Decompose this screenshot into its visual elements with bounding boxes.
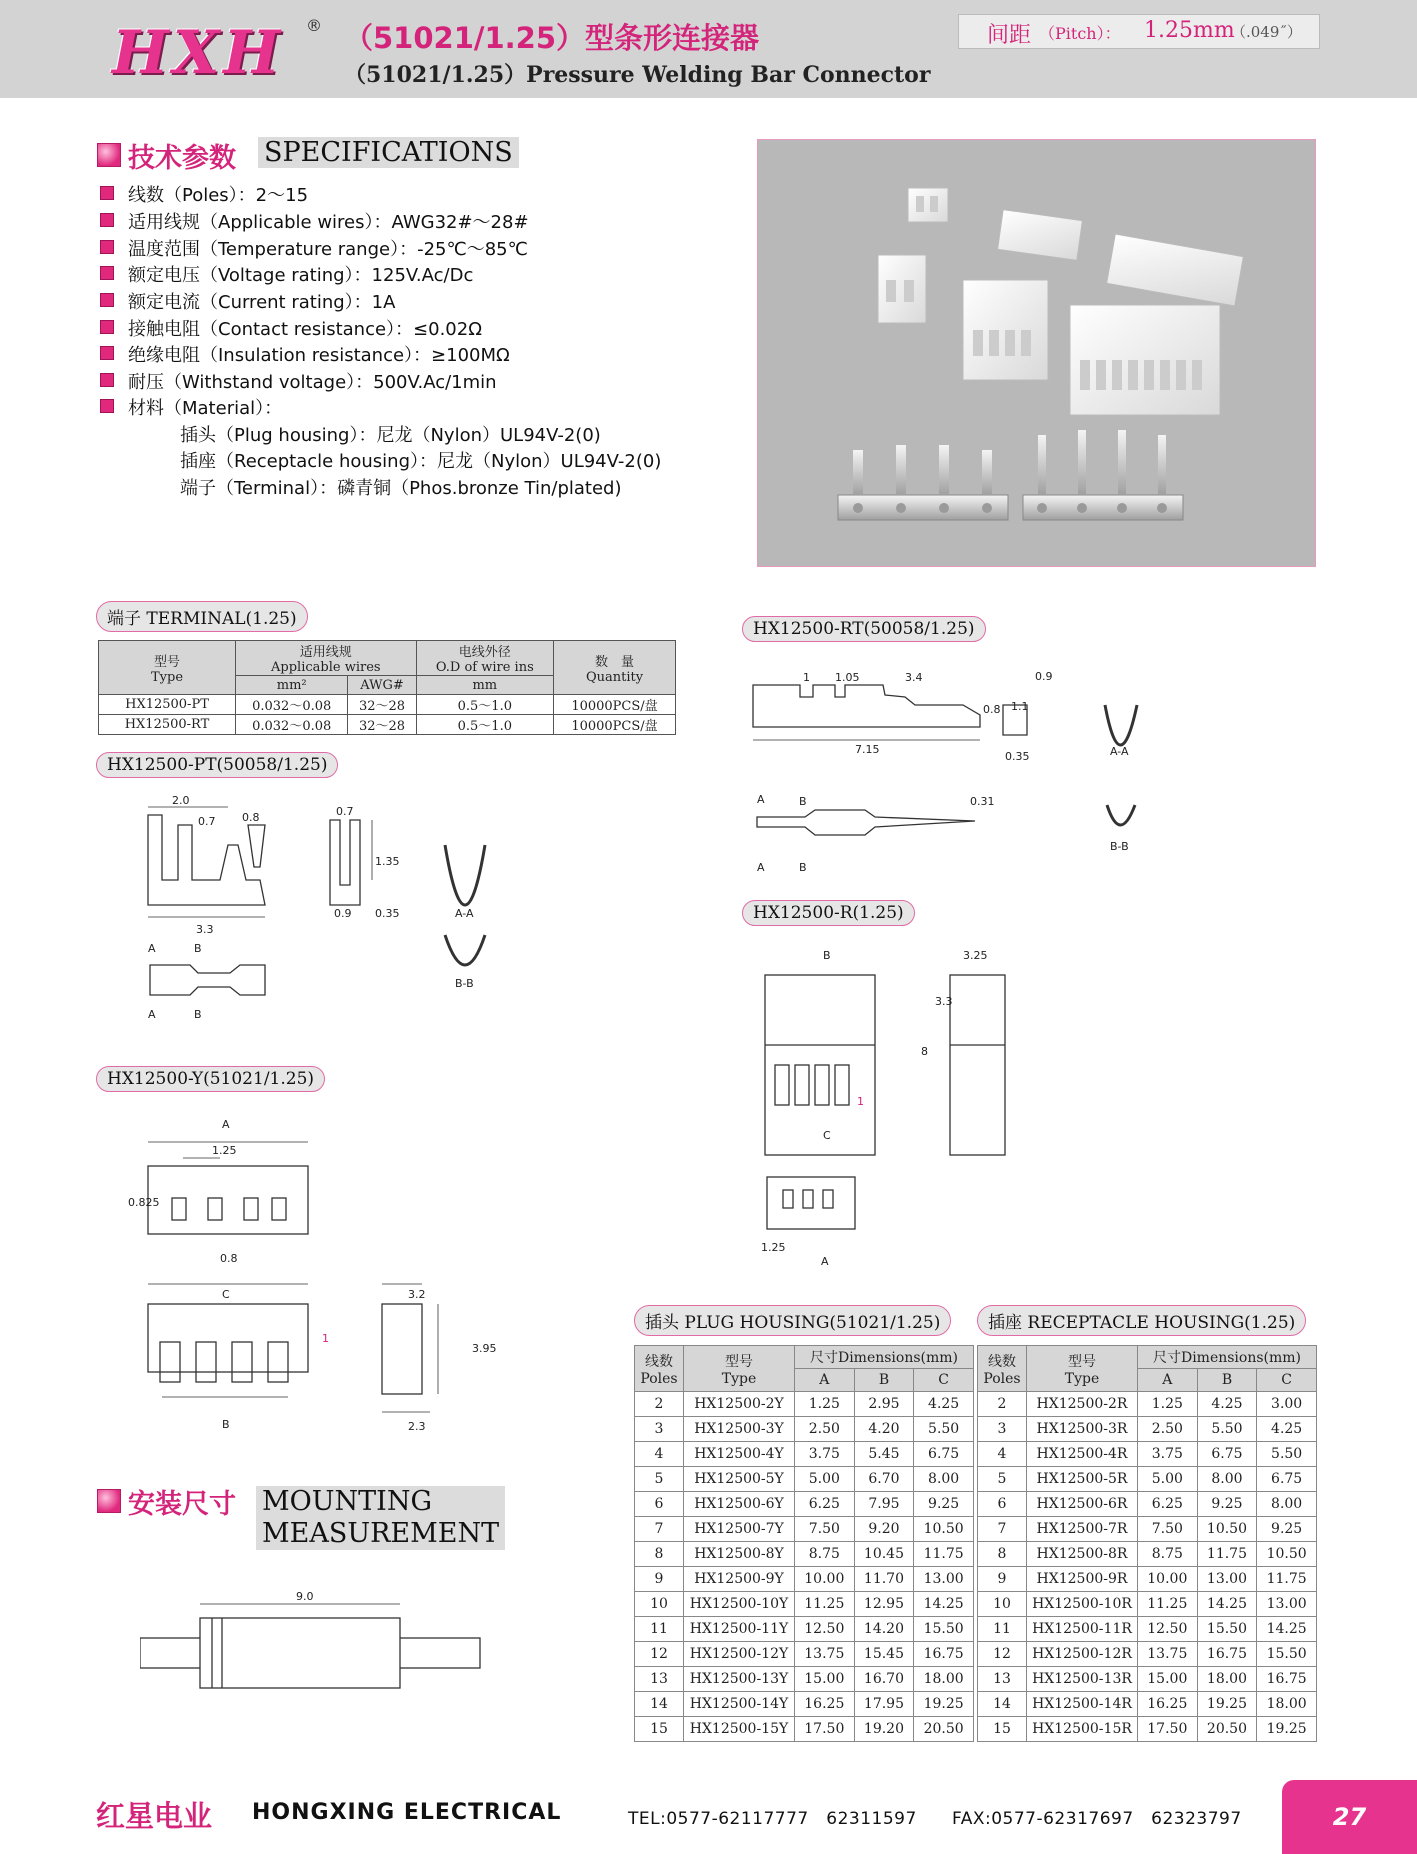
- svg-text:0.7: 0.7: [336, 805, 354, 818]
- table-row: [978, 1667, 1317, 1692]
- table-cell: 11.75: [914, 1542, 974, 1567]
- svg-text:1: 1: [857, 1095, 864, 1108]
- table-cell: 13.75: [795, 1642, 855, 1667]
- svg-text:7.15: 7.15: [855, 743, 880, 756]
- table-row: [635, 1717, 974, 1742]
- table-cell: 8.75: [795, 1542, 855, 1567]
- svg-text:A-A: A-A: [455, 907, 474, 920]
- table-cell: 13.00: [914, 1567, 974, 1592]
- table-row: [635, 1567, 974, 1592]
- svg-text:1.25: 1.25: [212, 1144, 237, 1157]
- table-cell: 16.75: [914, 1642, 974, 1667]
- table-cell: 15.50: [1197, 1617, 1257, 1642]
- svg-text:A: A: [222, 1118, 230, 1131]
- pitch-cn: 间距: [987, 23, 1032, 48]
- table-row: [978, 1492, 1317, 1517]
- table-cell: 16.70: [854, 1667, 914, 1692]
- pitch-inch: （.049˝）: [1231, 23, 1302, 41]
- square-bullet-icon: [100, 399, 114, 413]
- svg-text:B: B: [222, 1418, 230, 1431]
- table-cell: HX12500-15R: [1027, 1717, 1138, 1742]
- table-cell: 2: [978, 1392, 1027, 1417]
- table-cell: 5.45: [854, 1442, 914, 1467]
- table-cell: 6.75: [914, 1442, 974, 1467]
- svg-text:1.05: 1.05: [835, 671, 860, 684]
- table-cell: 19.25: [1257, 1717, 1317, 1742]
- table-cell: 5: [635, 1467, 684, 1492]
- terminal-label: 端子 TERMINAL(1.25): [96, 601, 308, 632]
- table-cell: HX12500-7R: [1027, 1517, 1138, 1542]
- spec-item: 额定电压（Voltage rating）：125V.Ac/Dc: [100, 261, 473, 287]
- section-bullet-icon: [97, 143, 121, 167]
- table-cell: 2.50: [795, 1417, 855, 1442]
- table-cell: 9: [978, 1567, 1027, 1592]
- table-cell: HX12500-6R: [1027, 1492, 1138, 1517]
- table-cell: HX12500-2R: [1027, 1392, 1138, 1417]
- receptacle-housing-label: 插座 RECEPTACLE HOUSING(1.25): [977, 1305, 1306, 1336]
- telephone: TEL:0577-62117777 62311597: [628, 1809, 917, 1829]
- table-cell: 10.45: [854, 1542, 914, 1567]
- table-cell: 3: [635, 1417, 684, 1442]
- table-cell: 4.25: [1257, 1417, 1317, 1442]
- table-cell: HX12500-10Y: [684, 1592, 795, 1617]
- square-bullet-icon: [100, 346, 114, 360]
- table-cell: 18.00: [914, 1667, 974, 1692]
- table-cell: 3: [978, 1417, 1027, 1442]
- table-cell: 11: [635, 1617, 684, 1642]
- table-row: [635, 1442, 974, 1467]
- svg-text:0.825: 0.825: [128, 1196, 160, 1209]
- svg-text:1.1: 1.1: [1011, 700, 1029, 713]
- table-cell: 5.50: [1257, 1442, 1317, 1467]
- table-cell: 9.25: [1197, 1492, 1257, 1517]
- svg-text:C: C: [823, 1129, 831, 1142]
- table-cell: HX12500-12Y: [684, 1642, 795, 1667]
- table-cell: 5: [978, 1467, 1027, 1492]
- table-cell: 4: [635, 1442, 684, 1467]
- svg-text:B: B: [194, 1008, 202, 1021]
- table-cell: 6.25: [1138, 1492, 1198, 1517]
- svg-text:B: B: [194, 942, 202, 955]
- spec-title-en: SPECIFICATIONS: [258, 137, 519, 168]
- spec-item: 线数（Poles）：2～15: [100, 181, 308, 207]
- table-cell: 6.70: [854, 1467, 914, 1492]
- table-row: [635, 1642, 974, 1667]
- table-cell: 13: [635, 1667, 684, 1692]
- table-cell: 18.00: [1197, 1667, 1257, 1692]
- table-cell: 3.75: [1138, 1442, 1198, 1467]
- table-row: [978, 1642, 1317, 1667]
- table-cell: 9.25: [914, 1492, 974, 1517]
- table-cell: 6.75: [1197, 1442, 1257, 1467]
- svg-text:0.9: 0.9: [334, 907, 352, 920]
- table-row: [635, 1542, 974, 1567]
- housing-8pin-long: [1107, 234, 1244, 306]
- table-cell: 13.00: [1197, 1567, 1257, 1592]
- table-cell: 8.00: [914, 1467, 974, 1492]
- table-cell: HX12500-11R: [1027, 1617, 1138, 1642]
- company-name-cn: 红星电业: [96, 1799, 213, 1833]
- receptacle-2pin: [878, 255, 926, 323]
- svg-text:1: 1: [322, 1332, 329, 1345]
- table-cell: 10.00: [1138, 1567, 1198, 1592]
- table-row: [978, 1617, 1317, 1642]
- table-cell: 10.50: [1197, 1517, 1257, 1542]
- terminal-strip-pt: [838, 445, 1008, 520]
- table-cell: 11.75: [1257, 1567, 1317, 1592]
- table-cell: 4.25: [1197, 1392, 1257, 1417]
- receptacle-housing-table: 线数 Poles 型号 Type 尺寸Dimensions(mm) A B C 2 HX12500-2R 1.25 4.25 3.00 3 HX12500-3R 2.50 5.50 4.25 4 HX12500-4R 3.75 6.75 5.50 5 HX12500-5R 5.00 8.00 6.75 6 HX12500-6R 6.25 9.25 8.00 7 HX12500-7R 7.50 10.50 9.25 8 HX12500-8R 8.75 11.75 10.50 9 HX12500-9R 10.00 13.00 11.75 10 HX12500-10R 11.25 14.25 13.00 11 HX12500-11R 12.50 15.50 14.25 12 HX12500-12R 13.75 16.75 15.50 13 HX12500-13R 15.00 18.00 16.75 14 HX12500-14R 16.25 19.25 18.00 15 HX12500-15R 17.50 20.50 19.25: [977, 1345, 1317, 1742]
- terminal-strip-rt: [1023, 430, 1183, 520]
- table-cell: 15.00: [1138, 1667, 1198, 1692]
- table-row: [978, 1567, 1317, 1592]
- svg-text:0.8: 0.8: [220, 1252, 238, 1265]
- pitch-label: （Pitch）：: [1039, 24, 1121, 43]
- table-cell: 14.20: [854, 1617, 914, 1642]
- mounting-title-en: MOUNTING MEASUREMENT: [256, 1486, 505, 1550]
- table-cell: 8.00: [1197, 1467, 1257, 1492]
- table-row: [635, 1392, 974, 1417]
- r-drawing: [745, 945, 1075, 1275]
- section-bullet-icon: [97, 1489, 121, 1513]
- spec-item: 耐压（Withstand voltage）：500V.Ac/1min: [100, 368, 497, 394]
- table-cell: 16.75: [1197, 1642, 1257, 1667]
- table-cell: HX12500-14R: [1027, 1692, 1138, 1717]
- table-cell: 20.50: [914, 1717, 974, 1742]
- table-cell: 8: [635, 1542, 684, 1567]
- table-cell: 14.25: [1197, 1592, 1257, 1617]
- table-cell: 7: [978, 1517, 1027, 1542]
- mounting-drawing: [140, 1590, 500, 1700]
- housing-5pin: [998, 210, 1083, 261]
- page-number: 27: [1282, 1780, 1417, 1854]
- table-cell: HX12500-9Y: [684, 1567, 795, 1592]
- square-bullet-icon: [100, 213, 114, 227]
- table-row: [978, 1417, 1317, 1442]
- table-cell: 15.00: [795, 1667, 855, 1692]
- table-row: [978, 1517, 1317, 1542]
- svg-text:0.35: 0.35: [375, 907, 400, 920]
- table-row: [978, 1692, 1317, 1717]
- table-cell: HX12500-13Y: [684, 1667, 795, 1692]
- table-cell: HX12500-8R: [1027, 1542, 1138, 1567]
- spec-item: 额定电流（Current rating）：1A: [100, 288, 395, 314]
- table-cell: HX12500-5R: [1027, 1467, 1138, 1492]
- table-cell: 19.25: [1197, 1692, 1257, 1717]
- table-cell: 13.75: [1138, 1642, 1198, 1667]
- svg-text:B-B: B-B: [1110, 840, 1129, 853]
- table-row: [635, 1492, 974, 1517]
- table-cell: 6: [978, 1492, 1027, 1517]
- svg-text:3.3: 3.3: [196, 923, 214, 936]
- table-cell: 10: [635, 1592, 684, 1617]
- table-cell: 17.50: [795, 1717, 855, 1742]
- table-cell: 2.50: [1138, 1417, 1198, 1442]
- pitch-value: 1.25mm: [1144, 18, 1235, 43]
- table-cell: 8: [978, 1542, 1027, 1567]
- table-cell: 11: [978, 1617, 1027, 1642]
- receptacle-8pin: [1070, 305, 1220, 415]
- svg-text:A: A: [148, 942, 156, 955]
- table-cell: 2.95: [854, 1392, 914, 1417]
- table-cell: 19.20: [854, 1717, 914, 1742]
- table-cell: 10.00: [795, 1567, 855, 1592]
- table-cell: 13.00: [1257, 1592, 1317, 1617]
- table-cell: 7.95: [854, 1492, 914, 1517]
- table-row: [978, 1542, 1317, 1567]
- square-bullet-icon: [100, 373, 114, 387]
- table-cell: 17.50: [1138, 1717, 1198, 1742]
- spec-item: 材料（Material）：: [100, 394, 282, 420]
- table-cell: 11.70: [854, 1567, 914, 1592]
- y-label: HX12500-Y(51021/1.25): [96, 1066, 325, 1092]
- svg-text:9.0: 9.0: [296, 1590, 314, 1603]
- table-cell: 5.50: [914, 1417, 974, 1442]
- svg-text:A: A: [757, 861, 765, 874]
- table-cell: 3.00: [1257, 1392, 1317, 1417]
- table-cell: 9.20: [854, 1517, 914, 1542]
- table-cell: 5.00: [1138, 1467, 1198, 1492]
- svg-text:2.0: 2.0: [172, 795, 190, 807]
- pt-label: HX12500-PT(50058/1.25): [96, 752, 338, 778]
- table-cell: 6.25: [795, 1492, 855, 1517]
- table-cell: 16.75: [1257, 1667, 1317, 1692]
- table-cell: HX12500-8Y: [684, 1542, 795, 1567]
- table-cell: 12.50: [1138, 1617, 1198, 1642]
- table-row: [978, 1467, 1317, 1492]
- table-cell: 12: [978, 1642, 1027, 1667]
- table-cell: HX12500-7Y: [684, 1517, 795, 1542]
- table-cell: 4: [978, 1442, 1027, 1467]
- table-cell: 1.25: [1138, 1392, 1198, 1417]
- table-cell: HX12500-3R: [1027, 1417, 1138, 1442]
- table-row: [635, 1517, 974, 1542]
- svg-text:A: A: [148, 1008, 156, 1021]
- rt-drawing: [745, 665, 1165, 890]
- svg-text:0.8: 0.8: [242, 811, 260, 824]
- svg-text:A: A: [821, 1255, 829, 1268]
- svg-text:B-B: B-B: [455, 977, 474, 990]
- table-cell: 15.45: [854, 1642, 914, 1667]
- title-cn: （51021/1.25）型条形连接器: [344, 21, 760, 55]
- table-row: [635, 1667, 974, 1692]
- table-cell: 11.25: [795, 1592, 855, 1617]
- svg-text:3.95: 3.95: [472, 1342, 497, 1355]
- table-row: [978, 1392, 1317, 1417]
- svg-text:B: B: [823, 949, 831, 962]
- table-row: [978, 1592, 1317, 1617]
- svg-text:A-A: A-A: [1110, 745, 1129, 758]
- svg-text:3.2: 3.2: [408, 1288, 426, 1301]
- table-cell: HX12500-14Y: [684, 1692, 795, 1717]
- housing-2pin: [908, 188, 948, 222]
- table-cell: 15.50: [914, 1617, 974, 1642]
- table-row: [635, 1692, 974, 1717]
- table-cell: HX12500-11Y: [684, 1617, 795, 1642]
- table-cell: 2: [635, 1392, 684, 1417]
- table-cell: 15.50: [1257, 1642, 1317, 1667]
- table-cell: 7.50: [795, 1517, 855, 1542]
- rt-label: HX12500-RT(50058/1.25): [742, 616, 986, 642]
- svg-text:0.7: 0.7: [198, 815, 216, 828]
- spec-title-cn: 技术参数: [128, 143, 236, 174]
- table-cell: HX12500-5Y: [684, 1467, 795, 1492]
- table-cell: 10.50: [914, 1517, 974, 1542]
- title-en: （51021/1.25）Pressure Welding Bar Connector: [344, 62, 931, 88]
- svg-text:B: B: [799, 795, 807, 808]
- table-row: [978, 1717, 1317, 1742]
- table-cell: 16.25: [1138, 1692, 1198, 1717]
- svg-text:A: A: [757, 793, 765, 806]
- registered-mark: ®: [306, 16, 322, 35]
- table-cell: 4.25: [914, 1392, 974, 1417]
- pt-drawing: [120, 795, 520, 1035]
- svg-text:B: B: [799, 861, 807, 874]
- company-name-en: HONGXING ELECTRICAL: [252, 1800, 562, 1825]
- svg-text:1: 1: [803, 671, 810, 684]
- svg-text:3.4: 3.4: [905, 671, 923, 684]
- spec-item: 温度范围（Temperature range）：-25℃～85℃: [100, 235, 528, 261]
- plug-housing-table: 线数 Poles 型号 Type 尺寸Dimensions(mm) A B C 2 HX12500-2Y 1.25 2.95 4.25 3 HX12500-3Y 2.50 4.20 5.50 4 HX12500-4Y 3.75 5.45 6.75 5 HX12500-5Y 5.00 6.70 8.00 6 HX12500-6Y 6.25 7.95 9.25 7 HX12500-7Y 7.50 9.20 10.50 8 HX12500-8Y 8.75 10.45 11.75 9 HX12500-9Y 10.00 11.70 13.00 10 HX12500-10Y 11.25 12.95 14.25 11 HX12500-11Y 12.50 14.20 15.50 12 HX12500-12Y 13.75 15.45 16.75 13 HX12500-13Y 15.00 16.70 18.00 14 HX12500-14Y 16.25 17.95 19.25 15 HX12500-15Y 17.50 19.20 20.50: [634, 1345, 974, 1742]
- table-cell: 14.25: [914, 1592, 974, 1617]
- svg-text:0.8: 0.8: [983, 703, 1001, 716]
- table-cell: 11.25: [1138, 1592, 1198, 1617]
- square-bullet-icon: [100, 266, 114, 280]
- table-cell: HX12500-9R: [1027, 1567, 1138, 1592]
- svg-text:C: C: [222, 1288, 230, 1301]
- table-cell: 4.20: [854, 1417, 914, 1442]
- svg-text:0.31: 0.31: [970, 795, 995, 808]
- svg-text:1.35: 1.35: [375, 855, 400, 868]
- svg-text:1.25: 1.25: [761, 1241, 786, 1254]
- material-item: 端子（Terminal）：磷青铜（Phos.bronze Tin/plated): [180, 478, 622, 499]
- table-cell: 8.75: [1138, 1542, 1198, 1567]
- r-label: HX12500-R(1.25): [742, 900, 915, 926]
- brand-logo: HXH: [112, 18, 284, 88]
- table-cell: 20.50: [1197, 1717, 1257, 1742]
- table-cell: 6.75: [1257, 1467, 1317, 1492]
- product-photo: [757, 139, 1316, 567]
- pitch-box: [958, 14, 1320, 49]
- square-bullet-icon: [100, 320, 114, 334]
- table-cell: HX12500-2Y: [684, 1392, 795, 1417]
- table-row: [635, 1467, 974, 1492]
- y-drawing: [100, 1112, 520, 1442]
- plug-housing-label: 插头 PLUG HOUSING(51021/1.25): [634, 1305, 951, 1336]
- table-row: [635, 1592, 974, 1617]
- table-cell: 9: [635, 1567, 684, 1592]
- table-cell: HX12500-4Y: [684, 1442, 795, 1467]
- table-cell: 17.95: [854, 1692, 914, 1717]
- table-cell: 19.25: [914, 1692, 974, 1717]
- table-cell: HX12500-4R: [1027, 1442, 1138, 1467]
- table-cell: 15: [635, 1717, 684, 1742]
- spec-item: 绝缘电阻（Insulation resistance）：≥100MΩ: [100, 341, 510, 367]
- table-cell: 7: [635, 1517, 684, 1542]
- terminal-table: 型号 Type 适用线规 Applicable wires 电线外径 O.D of wire ins 数 量 Quantity mm² AWG# mm HX12500-PT 0.032～0.08 32～28 0.5～1.0 10000PCS/盘 HX12500-RT 0.032～0.08 32～28 0.5～1.0 10000PCS/盘: [98, 640, 676, 735]
- receptacle-5pin: [963, 280, 1048, 380]
- table-row: [635, 1417, 974, 1442]
- table-cell: 15: [978, 1717, 1027, 1742]
- table-cell: HX12500-3Y: [684, 1417, 795, 1442]
- table-cell: 6: [635, 1492, 684, 1517]
- table-cell: 5.50: [1197, 1417, 1257, 1442]
- table-cell: 11.75: [1197, 1542, 1257, 1567]
- table-cell: 13: [978, 1667, 1027, 1692]
- table-cell: 14: [978, 1692, 1027, 1717]
- table-cell: 9.25: [1257, 1517, 1317, 1542]
- table-cell: 8.00: [1257, 1492, 1317, 1517]
- svg-text:3.25: 3.25: [963, 949, 988, 962]
- spec-item: 接触电阻（Contact resistance）：≤0.02Ω: [100, 315, 482, 341]
- table-cell: 12.95: [854, 1592, 914, 1617]
- table-cell: 10.50: [1257, 1542, 1317, 1567]
- square-bullet-icon: [100, 186, 114, 200]
- svg-text:3.3: 3.3: [935, 995, 953, 1008]
- table-cell: 16.25: [795, 1692, 855, 1717]
- square-bullet-icon: [100, 240, 114, 254]
- table-cell: 12.50: [795, 1617, 855, 1642]
- square-bullet-icon: [100, 293, 114, 307]
- svg-text:2.3: 2.3: [408, 1420, 426, 1433]
- table-cell: 7.50: [1138, 1517, 1198, 1542]
- mounting-title-cn: 安装尺寸: [128, 1489, 236, 1520]
- table-cell: 5.00: [795, 1467, 855, 1492]
- table-cell: 14.25: [1257, 1617, 1317, 1642]
- table-cell: 3.75: [795, 1442, 855, 1467]
- table-cell: 1.25: [795, 1392, 855, 1417]
- table-row: [635, 1617, 974, 1642]
- table-cell: HX12500-10R: [1027, 1592, 1138, 1617]
- table-cell: HX12500-15Y: [684, 1717, 795, 1742]
- table-cell: 14: [635, 1692, 684, 1717]
- table-cell: HX12500-6Y: [684, 1492, 795, 1517]
- table-cell: 10: [978, 1592, 1027, 1617]
- table-cell: HX12500-13R: [1027, 1667, 1138, 1692]
- svg-text:0.9: 0.9: [1035, 670, 1053, 683]
- table-row: HX12500-PT 0.032～0.08 32～28 0.5～1.0 10000PCS/盘: [99, 695, 676, 715]
- svg-text:0.35: 0.35: [1005, 750, 1030, 763]
- table-row: [978, 1442, 1317, 1467]
- table-cell: HX12500-12R: [1027, 1642, 1138, 1667]
- material-item: 插头（Plug housing）：尼龙（Nylon）UL94V-2(0): [180, 425, 601, 446]
- material-item: 插座（Receptacle housing）：尼龙（Nylon）UL94V-2(0): [180, 451, 662, 472]
- fax: FAX:0577-62317697 62323797: [952, 1809, 1242, 1829]
- table-row: HX12500-RT 0.032～0.08 32～28 0.5～1.0 10000PCS/盘: [99, 715, 676, 735]
- table-cell: 18.00: [1257, 1692, 1317, 1717]
- spec-item: 适用线规（Applicable wires）：AWG32#～28#: [100, 208, 529, 234]
- svg-text:8: 8: [921, 1045, 928, 1058]
- table-cell: 12: [635, 1642, 684, 1667]
